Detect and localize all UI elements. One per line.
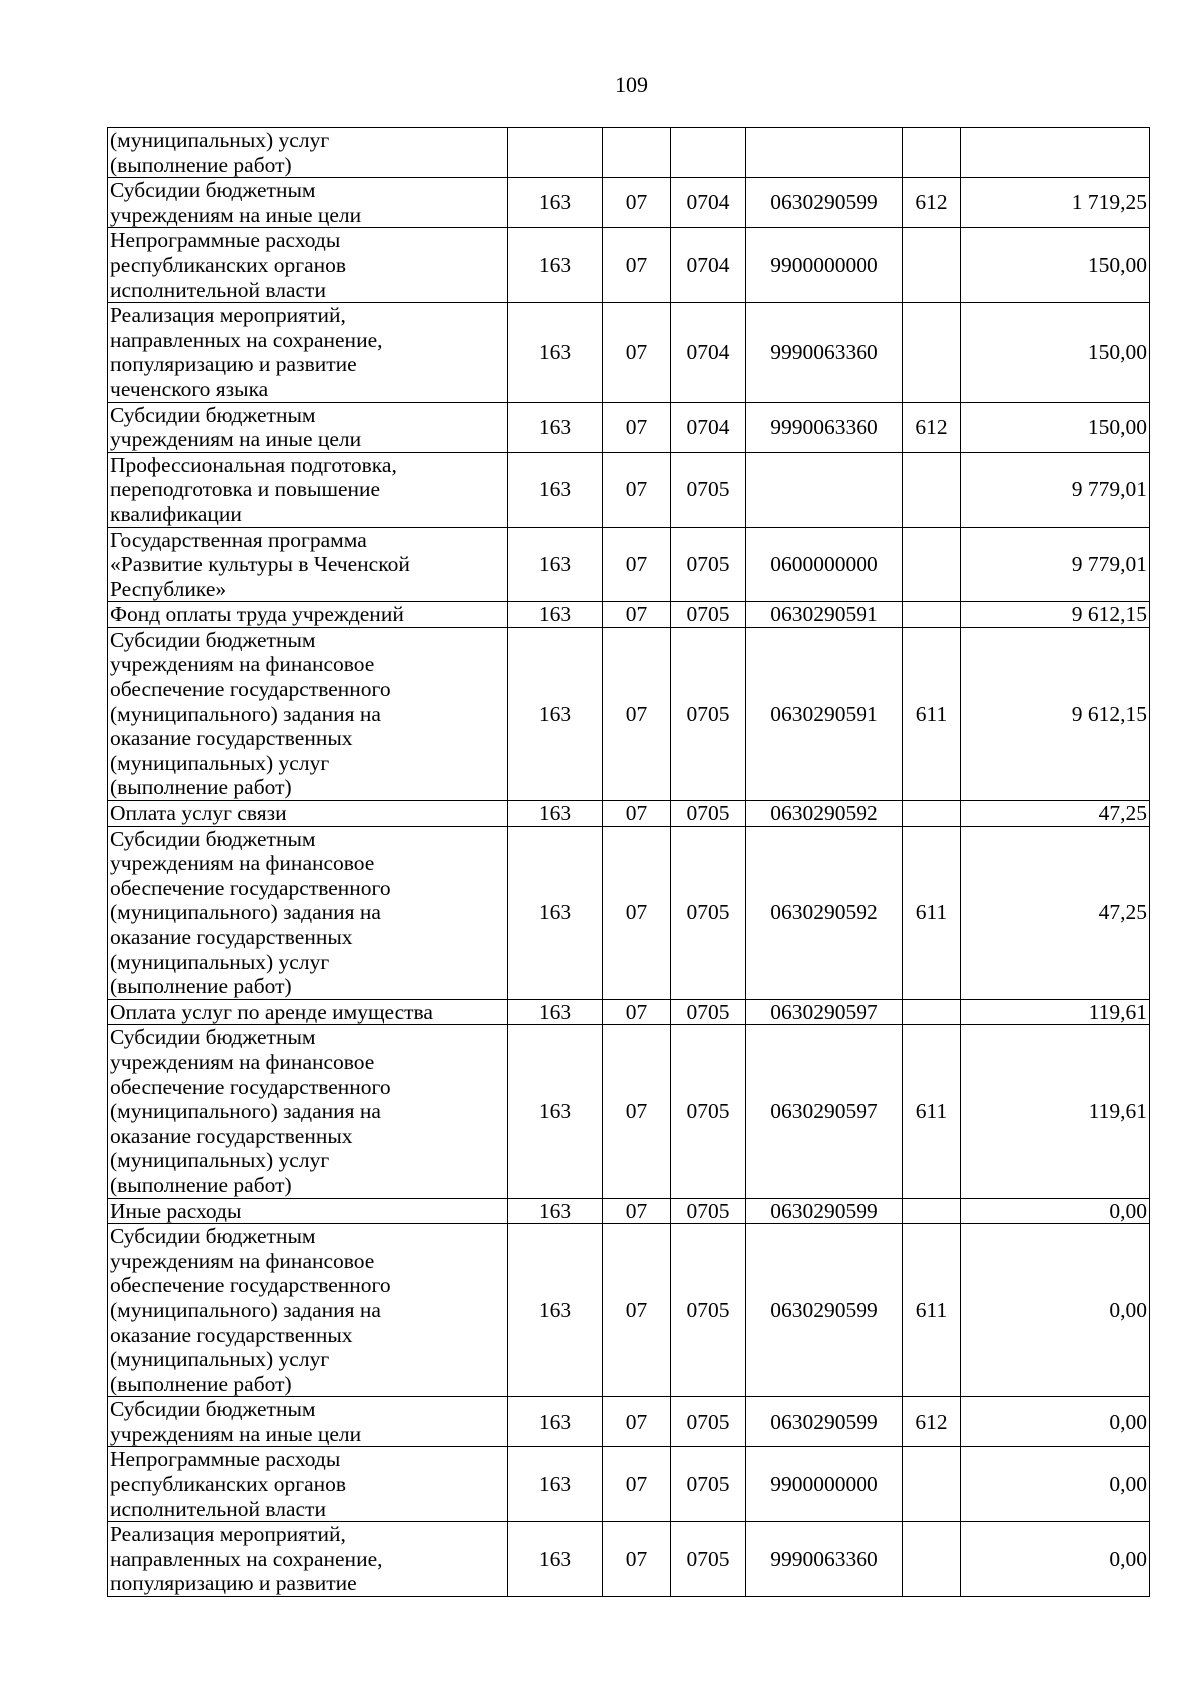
target-article-code: 0630290599	[746, 178, 903, 228]
amount-value: 0,00	[961, 1224, 1150, 1397]
ministry-code: 163	[508, 527, 603, 602]
amount-value: 47,25	[961, 801, 1150, 827]
section-code: 07	[603, 826, 671, 999]
table-row	[108, 452, 1150, 527]
amount-value: 0,00	[961, 1522, 1150, 1597]
table-row	[108, 602, 1150, 628]
expense-type-code: 611	[903, 627, 961, 800]
subsection-code: 0705	[671, 801, 746, 827]
amount-value: 0,00	[961, 1198, 1150, 1224]
ministry-code: 163	[508, 826, 603, 999]
table-row	[108, 303, 1150, 402]
subsection-code: 0705	[671, 1224, 746, 1397]
table-row	[108, 1522, 1150, 1597]
amount-value: 0,00	[961, 1397, 1150, 1447]
expense-type-code	[903, 303, 961, 402]
ministry-code: 163	[508, 1025, 603, 1198]
row-name: Непрограммные расходы республиканских органов исполнительной власти	[108, 1447, 508, 1522]
subsection-code: 0705	[671, 999, 746, 1025]
expense-type-code	[903, 1522, 961, 1597]
target-article-code: 0630290591	[746, 602, 903, 628]
target-article-code: 0600000000	[746, 527, 903, 602]
expense-type-code: 612	[903, 178, 961, 228]
table-row	[108, 999, 1150, 1025]
section-code: 07	[603, 801, 671, 827]
table-row	[108, 1397, 1150, 1447]
row-name: Оплата услуг по аренде имущества	[108, 999, 508, 1025]
target-article-code: 0630290597	[746, 1025, 903, 1198]
row-name: (муниципальных) услуг (выполнение работ)	[108, 128, 508, 178]
subsection-code: 0704	[671, 402, 746, 452]
section-code: 07	[603, 178, 671, 228]
target-article-code: 0630290599	[746, 1224, 903, 1397]
subsection-code: 0705	[671, 602, 746, 628]
amount-value: 9 779,01	[961, 452, 1150, 527]
row-name: Субсидии бюджетным учреждениям на финансовое обеспечение государственного (муниципального) задания на оказание государственных (муниципальных) услуг (выполнение работ)	[108, 1025, 508, 1198]
ministry-code: 163	[508, 452, 603, 527]
ministry-code: 163	[508, 602, 603, 628]
section-code: 07	[603, 1397, 671, 1447]
table-row	[108, 1198, 1150, 1224]
ministry-code: 163	[508, 402, 603, 452]
expense-type-code	[903, 999, 961, 1025]
expense-type-code: 612	[903, 1397, 961, 1447]
section-code: 07	[603, 1198, 671, 1224]
subsection-code: 0704	[671, 178, 746, 228]
ministry-code: 163	[508, 228, 603, 303]
target-article-code	[746, 452, 903, 527]
target-article-code: 0630290597	[746, 999, 903, 1025]
table-row	[108, 1447, 1150, 1522]
row-name: Непрограммные расходы республиканских органов исполнительной власти	[108, 228, 508, 303]
row-name: Реализация мероприятий, направленных на сохранение, популяризацию и развитие	[108, 1522, 508, 1597]
subsection-code	[671, 128, 746, 178]
amount-value: 9 612,15	[961, 602, 1150, 628]
amount-value: 150,00	[961, 402, 1150, 452]
amount-value: 119,61	[961, 999, 1150, 1025]
expense-type-code	[903, 452, 961, 527]
target-article-code: 0630290592	[746, 826, 903, 999]
section-code: 07	[603, 228, 671, 303]
row-name: Субсидии бюджетным учреждениям на финансовое обеспечение государственного (муниципального) задания на оказание государственных (муниципальных) услуг (выполнение работ)	[108, 627, 508, 800]
table-row	[108, 1224, 1150, 1397]
expense-type-code	[903, 1198, 961, 1224]
amount-value: 1 719,25	[961, 178, 1150, 228]
section-code: 07	[603, 527, 671, 602]
expense-type-code: 612	[903, 402, 961, 452]
section-code: 07	[603, 303, 671, 402]
page-number: 109	[615, 72, 648, 97]
section-code: 07	[603, 1522, 671, 1597]
section-code: 07	[603, 452, 671, 527]
table-row	[108, 402, 1150, 452]
ministry-code: 163	[508, 1224, 603, 1397]
expense-type-code: 611	[903, 826, 961, 999]
amount-value: 150,00	[961, 228, 1150, 303]
section-code: 07	[603, 1025, 671, 1198]
amount-value: 47,25	[961, 826, 1150, 999]
target-article-code: 0630290599	[746, 1397, 903, 1447]
section-code	[603, 128, 671, 178]
amount-value: 119,61	[961, 1025, 1150, 1198]
amount-value: 0,00	[961, 1447, 1150, 1522]
target-article-code: 9900000000	[746, 228, 903, 303]
target-article-code: 9990063360	[746, 1522, 903, 1597]
subsection-code: 0705	[671, 1522, 746, 1597]
ministry-code	[508, 128, 603, 178]
table-row	[108, 178, 1150, 228]
row-name: Субсидии бюджетным учреждениям на иные цели	[108, 1397, 508, 1447]
section-code: 07	[603, 602, 671, 628]
subsection-code: 0705	[671, 1025, 746, 1198]
ministry-code: 163	[508, 1397, 603, 1447]
table-row	[108, 1025, 1150, 1198]
ministry-code: 163	[508, 801, 603, 827]
row-name: Фонд оплаты труда учреждений	[108, 602, 508, 628]
table-row	[108, 801, 1150, 827]
row-name: Государственная программа «Развитие культуры в Чеченской Республике»	[108, 527, 508, 602]
ministry-code: 163	[508, 303, 603, 402]
target-article-code	[746, 128, 903, 178]
subsection-code: 0705	[671, 627, 746, 800]
expense-type-code: 611	[903, 1025, 961, 1198]
ministry-code: 163	[508, 999, 603, 1025]
target-article-code: 9990063360	[746, 303, 903, 402]
table-row	[108, 527, 1150, 602]
row-name: Субсидии бюджетным учреждениям на финансовое обеспечение государственного (муниципального) задания на оказание государственных (муниципальных) услуг (выполнение работ)	[108, 1224, 508, 1397]
amount-value: 150,00	[961, 303, 1150, 402]
row-name: Профессиональная подготовка, переподготовка и повышение квалификации	[108, 452, 508, 527]
ministry-code: 163	[508, 1447, 603, 1522]
target-article-code: 9990063360	[746, 402, 903, 452]
section-code: 07	[603, 402, 671, 452]
row-name: Субсидии бюджетным учреждениям на финансовое обеспечение государственного (муниципального) задания на оказание государственных (муниципальных) услуг (выполнение работ)	[108, 826, 508, 999]
table-row	[108, 128, 1150, 178]
target-article-code: 0630290591	[746, 627, 903, 800]
ministry-code: 163	[508, 178, 603, 228]
subsection-code: 0705	[671, 1198, 746, 1224]
row-name: Субсидии бюджетным учреждениям на иные цели	[108, 402, 508, 452]
section-code: 07	[603, 1224, 671, 1397]
subsection-code: 0704	[671, 228, 746, 303]
expense-type-code	[903, 801, 961, 827]
expense-type-code	[903, 527, 961, 602]
section-code: 07	[603, 1447, 671, 1522]
budget-table	[107, 127, 1150, 1597]
expense-type-code	[903, 128, 961, 178]
row-name: Оплата услуг связи	[108, 801, 508, 827]
subsection-code: 0705	[671, 452, 746, 527]
target-article-code: 0630290592	[746, 801, 903, 827]
target-article-code: 0630290599	[746, 1198, 903, 1224]
table-row	[108, 228, 1150, 303]
ministry-code: 163	[508, 627, 603, 800]
ministry-code: 163	[508, 1522, 603, 1597]
subsection-code: 0705	[671, 826, 746, 999]
expense-type-code: 611	[903, 1224, 961, 1397]
subsection-code: 0705	[671, 527, 746, 602]
table-row	[108, 627, 1150, 800]
target-article-code: 9900000000	[746, 1447, 903, 1522]
row-name: Реализация мероприятий, направленных на сохранение, популяризацию и развитие чеченского языка	[108, 303, 508, 402]
subsection-code: 0705	[671, 1397, 746, 1447]
amount-value: 9 779,01	[961, 527, 1150, 602]
subsection-code: 0705	[671, 1447, 746, 1522]
ministry-code: 163	[508, 1198, 603, 1224]
expense-type-code	[903, 1447, 961, 1522]
subsection-code: 0704	[671, 303, 746, 402]
row-name: Субсидии бюджетным учреждениям на иные цели	[108, 178, 508, 228]
table-row	[108, 826, 1150, 999]
section-code: 07	[603, 999, 671, 1025]
expense-type-code	[903, 602, 961, 628]
row-name: Иные расходы	[108, 1198, 508, 1224]
amount-value: 9 612,15	[961, 627, 1150, 800]
section-code: 07	[603, 627, 671, 800]
expense-type-code	[903, 228, 961, 303]
amount-value	[961, 128, 1150, 178]
